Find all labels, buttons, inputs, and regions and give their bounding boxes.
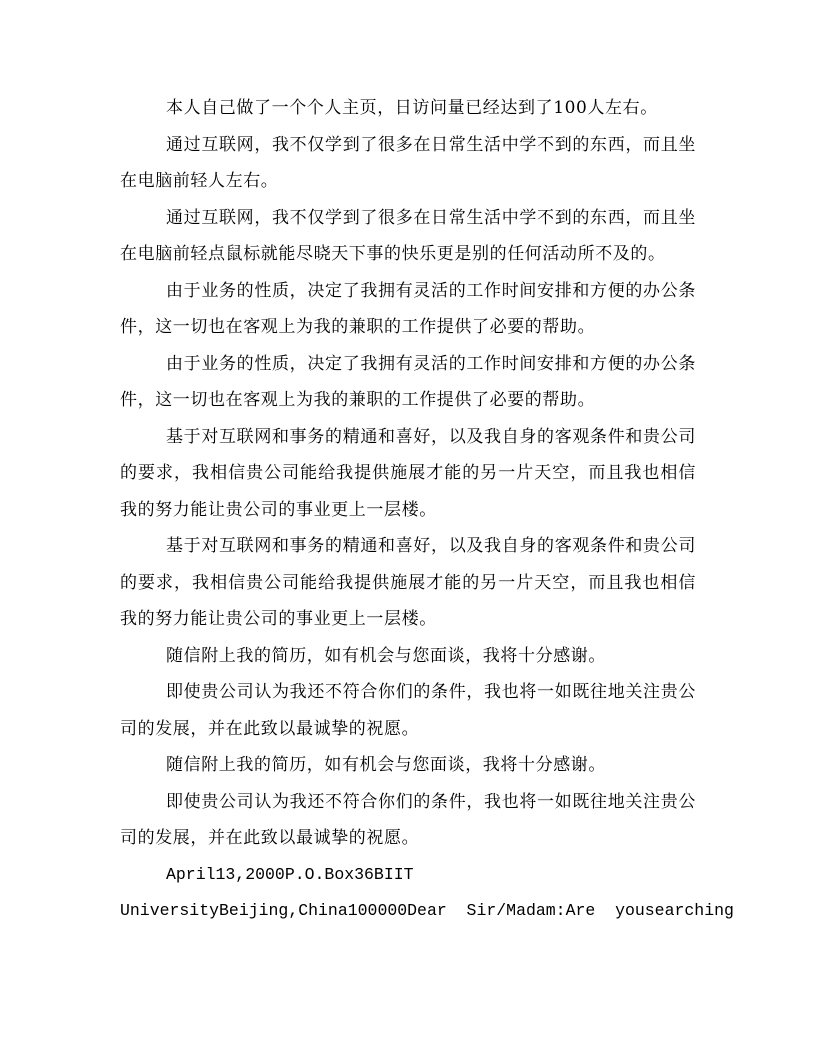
paragraph-internet-short: 通过互联网，我不仅学到了很多在日常生活中学不到的东西，而且坐在电脑前轻人左右。 (120, 134, 696, 191)
paragraph-resume-2: 随信附上我的简历，如有机会与您面谈，我将十分感谢。 (166, 755, 606, 775)
document-page (120, 90, 734, 930)
paragraph-internet-full: 通过互联网，我不仅学到了很多在日常生活中学不到的东西，而且坐在电脑前轻点鼠标就能尽晓天下事的快乐更是别的任何活动所不及的。 (120, 207, 696, 264)
paragraph-wishes-2: 即使贵公司认为我还不符合你们的条件，我也将一如既往地关注贵公司的发展，并在此致以最诚挚的祝愿。 (120, 791, 696, 848)
address-line: April13,2000P.O.Box36BIIT (166, 864, 414, 884)
paragraph-homepage: 本人自己做了一个个人主页，日访问量已经达到了100人左右。 (166, 98, 658, 118)
paragraph-resume-1: 随信附上我的简历，如有机会与您面谈，我将十分感谢。 (166, 645, 606, 666)
paragraph-belief-2: 基于对互联网和事务的精通和喜好，以及我自身的客观条件和贵公司的要求，我相信贵公司能给我提供施展才能的另一片天空，而且我也相信我的努力能让贵公司的事业更上一层楼。 (120, 536, 696, 629)
salutation-line: UniversityBeijing,China100000Dear Sir/Madam:Are yousearching (120, 901, 734, 920)
paragraph-business-1: 由于业务的性质，决定了我拥有灵活的工作时间安排和方便的办公条件，这一切也在客观上为我的兼职的工作提供了必要的帮助。 (120, 280, 696, 337)
paragraph-belief-1: 基于对互联网和事务的精通和喜好，以及我自身的客观条件和贵公司的要求，我相信贵公司能给我提供施展才能的另一片天空，而且我也相信我的努力能让贵公司的事业更上一层楼。 (120, 426, 696, 520)
paragraph-business-2: 由于业务的性质，决定了我拥有灵活的工作时间安排和方便的办公条件，这一切也在客观上为我的兼职的工作提供了必要的帮助。 (120, 353, 696, 410)
paragraph-wishes-1: 即使贵公司认为我还不符合你们的条件，我也将一如既往地关注贵公司的发展，并在此致以最诚挚的祝愿。 (120, 682, 696, 739)
